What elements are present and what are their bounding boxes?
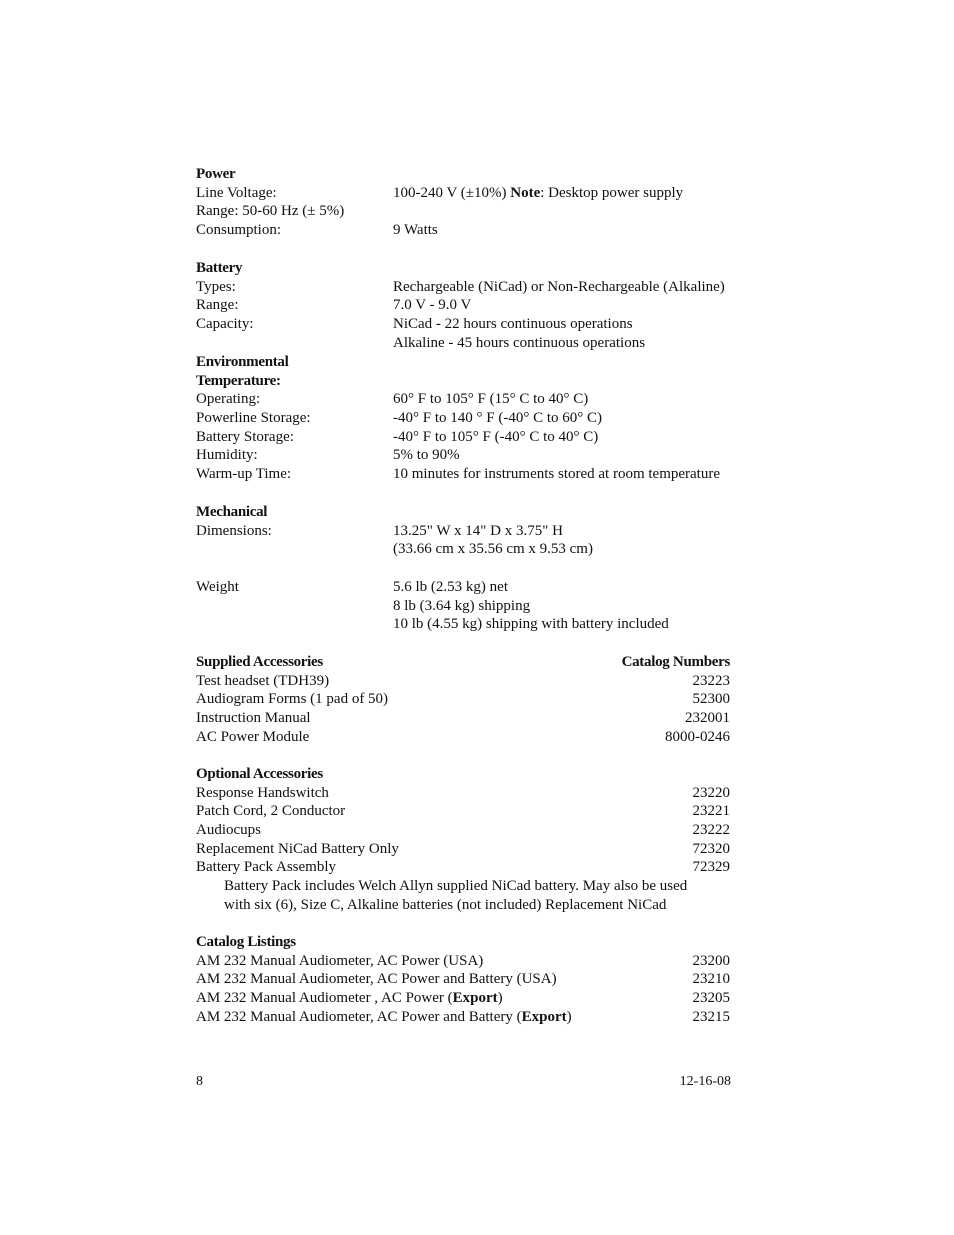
catalog-listings-section [196,933,730,1026]
battery-types-label: Types: [196,278,236,295]
battery-range-row [196,296,730,315]
catalog-numbers-heading: Catalog Numbers [621,654,730,670]
battery-capacity-label: Capacity: [196,316,254,333]
revision-date: 12-16-08 [679,1074,731,1089]
list-item [196,989,730,1008]
line-voltage-row [196,184,730,203]
accessory-name: AC Power Module [196,728,310,745]
catalog-number: 23223 [692,672,730,689]
battery-capacity-value-2: Alkaline - 45 hours continuous operations [393,334,646,351]
battery-range-value: 7.0 V - 9.0 V [393,297,472,314]
list-item [196,690,730,709]
env-label: Humidity: [196,447,258,464]
line-voltage-label: Line Voltage: [196,184,277,201]
catalog-number: 72329 [692,859,730,876]
weight-value-1: 5.6 lb (2.53 kg) net [393,579,508,595]
export-label: Export [521,1008,567,1025]
catalog-item-prefix: AM 232 Manual Audiometer , AC Power ( [196,990,453,1007]
temperature-heading: Temperature: [196,372,281,389]
env-row [196,465,730,484]
accessory-name: Replacement NiCad Battery Only [196,840,399,857]
battery-capacity-row-2 [196,334,730,353]
optional-heading: Optional Accessories [196,766,323,782]
catalog-number: 23221 [692,803,730,820]
note-label: Note [510,184,541,201]
consumption-label: Consumption: [196,222,282,239]
consumption-row [196,221,730,240]
catalog-number: 23222 [692,822,730,839]
accessory-name: Audiocups [196,822,261,839]
battery-capacity-row [196,315,730,334]
catalog-item-name: AM 232 Manual Audiometer, AC Power (USA) [196,952,484,969]
catalog-item-name: AM 232 Manual Audiometer, AC Power and Battery (USA) [196,971,557,988]
list-item [196,1008,730,1027]
env-label: Warm-up Time: [196,466,292,483]
battery-pack-note-1: Battery Pack includes Welch Allyn supplied NiCad battery. May also be used [224,878,688,895]
mechanical-section [196,503,730,559]
list-item [196,821,730,840]
env-value: -40° F to 140 ° F (-40° C to 60° C) [393,410,603,427]
weight-label: Weight [196,579,239,595]
catalog-number: 23200 [692,952,730,969]
list-item [196,858,730,877]
accessory-name: Audiogram Forms (1 pad of 50) [196,691,389,708]
list-item [196,784,730,803]
dimensions-value-1: 13.25" W x 14" D x 3.75" H [393,522,563,539]
list-item [196,728,730,747]
env-row [196,409,730,428]
dimensions-value-2: (33.66 cm x 35.56 cm x 9.53 cm) [393,541,593,558]
weight-row-3 [196,615,730,634]
accessory-name: Patch Cord, 2 Conductor [196,803,346,820]
catalog-number: 8000-0246 [665,728,730,745]
env-row [196,428,730,447]
frequency-range-label: Range: 50-60 Hz (± 5%) [196,203,345,220]
catalog-heading: Catalog Listings [196,934,296,950]
supplied-accessories-section [196,653,730,746]
env-label: Powerline Storage: [196,410,311,427]
line-voltage-text: 100-240 V (±10%) [393,184,507,201]
weight-row-2 [196,597,730,616]
catalog-number: 23220 [692,784,730,801]
catalog-number: 23210 [692,971,730,988]
env-row [196,446,730,465]
catalog-number: 23215 [692,1008,730,1025]
list-item [196,952,730,971]
env-label: Operating: [196,391,261,408]
list-item [196,970,730,989]
dimensions-row-2 [196,540,730,559]
catalog-number: 232001 [685,710,730,727]
env-row [196,390,730,409]
catalog-item-name [196,989,503,1008]
list-item [196,709,730,728]
battery-range-label: Range: [196,297,239,314]
list-item [196,672,730,691]
catalog-item-suffix: ) [566,1008,572,1025]
catalog-number: 72320 [692,840,730,857]
frequency-range-row [196,202,730,221]
power-heading: Power [196,166,236,182]
weight-value-2: 8 lb (3.64 kg) shipping [393,597,531,614]
environmental-heading: Environmental [196,354,289,370]
export-label: Export [452,990,498,1007]
dimensions-row [196,522,730,541]
catalog-item-suffix: ) [497,990,503,1007]
env-value: 5% to 90% [393,447,460,464]
consumption-value: 9 Watts [393,222,438,239]
catalog-number: 52300 [692,691,730,708]
line-voltage-value [393,184,683,203]
dimensions-label: Dimensions: [196,522,272,539]
list-item [196,840,730,859]
weight-value-3: 10 lb (4.55 kg) shipping with battery included [393,616,669,633]
supplied-heading-row [196,653,730,672]
optional-accessories-section [196,765,730,915]
battery-capacity-value-1: NiCad - 22 hours continuous operations [393,316,633,333]
note-text: : Desktop power supply [540,184,684,201]
accessory-name: Battery Pack Assembly [196,859,336,876]
battery-types-row [196,278,730,297]
catalog-number: 23205 [692,990,730,1007]
mechanical-heading: Mechanical [196,504,268,520]
supplied-heading: Supplied Accessories [196,654,323,670]
environmental-section [196,353,730,484]
battery-types-value: Rechargeable (NiCad) or Non-Rechargeable (Alkaline) [393,278,725,295]
power-section [196,165,730,240]
battery-section [196,259,730,352]
accessory-name: Test headset (TDH39) [196,672,330,689]
env-label: Battery Storage: [196,428,294,445]
battery-heading: Battery [196,260,243,276]
weight-section [196,578,730,634]
accessory-name: Response Handswitch [196,784,329,801]
env-value: 60° F to 105° F (15° C to 40° C) [393,391,589,408]
catalog-item-name [196,1008,572,1027]
page-footer [196,1072,731,1092]
env-value: -40° F to 105° F (-40° C to 40° C) [393,428,599,445]
catalog-item-prefix: AM 232 Manual Audiometer, AC Power and Battery ( [196,1008,522,1025]
weight-row [196,578,730,597]
battery-pack-note-2: with six (6), Size C, Alkaline batteries (not included) Replacement NiCad [224,896,667,913]
page-number: 8 [196,1074,203,1089]
accessory-name: Instruction Manual [196,710,311,727]
env-value: 10 minutes for instruments stored at room temperature [393,466,721,483]
list-item [196,802,730,821]
